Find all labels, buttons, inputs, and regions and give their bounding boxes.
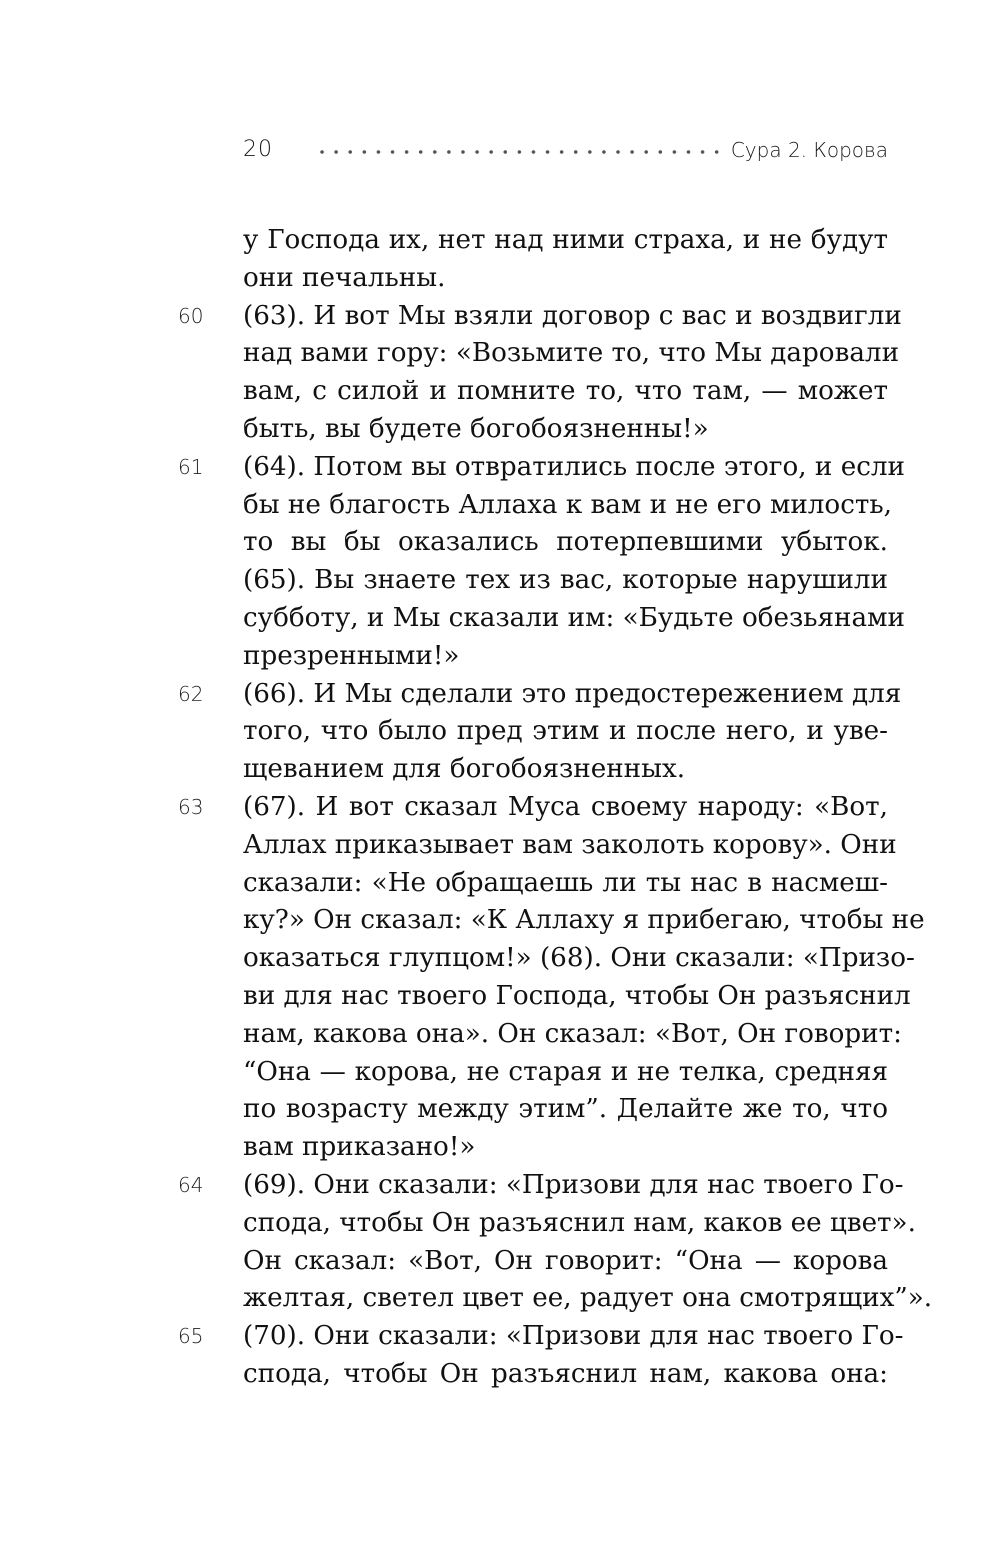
text-line bbox=[0, 1054, 1000, 1092]
line-text: быть, вы будете богобоязненны!» bbox=[243, 413, 709, 444]
line-text: “Она — корова, не старая и не телка, средняя bbox=[243, 1056, 888, 1087]
text-line bbox=[0, 1243, 1000, 1281]
line-text: Он сказал: «Вот, Он говорит: “Она — корова bbox=[243, 1245, 888, 1276]
line-text: по возрасту между этим”. Делайте же то, что bbox=[243, 1094, 888, 1125]
text-line bbox=[0, 487, 1000, 525]
line-text: ку?» Он сказал: «К Аллаху я прибегаю, чтобы не bbox=[243, 905, 925, 936]
text-line bbox=[0, 902, 1000, 940]
line-text: того, что было пред этим и после него, и уве- bbox=[243, 716, 888, 747]
text-line bbox=[0, 373, 1000, 411]
text-line bbox=[0, 865, 1000, 903]
text-line bbox=[0, 411, 1000, 449]
line-text: нам, какова она». Он сказал: «Вот, Он говорит: bbox=[243, 1018, 902, 1049]
page-number: 20 bbox=[243, 137, 273, 162]
text-line bbox=[0, 600, 1000, 638]
line-text: у Господа их, нет над ними страха, и не будут bbox=[243, 225, 888, 255]
text-line bbox=[0, 335, 1000, 373]
text-line bbox=[0, 562, 1000, 600]
running-title: Сура 2. Корова bbox=[730, 138, 888, 162]
verse-number: 64 bbox=[178, 1172, 204, 1197]
text-line bbox=[0, 1016, 1000, 1054]
line-text: (70). Они сказали: «Призови для нас твоего Го- bbox=[243, 1321, 904, 1352]
verse-number: 65 bbox=[178, 1324, 204, 1349]
verse-number: 61 bbox=[178, 454, 204, 479]
text-line bbox=[0, 298, 1000, 336]
line-text: спода, чтобы Он разъяснил нам, какова она: bbox=[243, 1358, 888, 1389]
line-text: презренными!» bbox=[243, 640, 460, 671]
verse-number: 60 bbox=[178, 303, 204, 328]
text-line bbox=[0, 676, 1000, 714]
text-line bbox=[0, 1167, 1000, 1205]
dotted-leader bbox=[315, 149, 721, 155]
line-text: (63). И вот Мы взяли договор с вас и воздвигли bbox=[243, 300, 902, 331]
line-text: (64). Потом вы отвратились после этого, и если bbox=[243, 451, 905, 482]
text-line bbox=[0, 713, 1000, 751]
text-line bbox=[0, 789, 1000, 827]
line-text: (65). Вы знаете тех из вас, которые нарушили bbox=[243, 565, 888, 596]
line-text: бы не благость Аллаха к вам и не его милость, bbox=[243, 489, 892, 520]
text-line bbox=[0, 940, 1000, 978]
verse-number: 63 bbox=[178, 794, 204, 819]
text-line bbox=[0, 827, 1000, 865]
line-text: вам, с силой и помните то, что там, — может bbox=[243, 376, 888, 407]
text-line bbox=[0, 638, 1000, 676]
text-line bbox=[0, 978, 1000, 1016]
line-text: вам приказано!» bbox=[243, 1132, 476, 1163]
line-text: над вами гору: «Возьмите то, что Мы даровали bbox=[243, 338, 900, 369]
text-line bbox=[0, 1356, 1000, 1394]
text-line bbox=[0, 449, 1000, 487]
line-text: (67). И вот сказал Муса своему народу: «Вот, bbox=[243, 791, 888, 822]
text-line bbox=[0, 1205, 1000, 1243]
text-line bbox=[0, 1318, 1000, 1356]
page-body bbox=[0, 222, 1000, 1394]
line-text: (69). Они сказали: «Призови для нас твоего Го- bbox=[243, 1169, 904, 1200]
line-text: субботу, и Мы сказали им: «Будьте обезьянами bbox=[243, 602, 905, 633]
verse-number: 62 bbox=[178, 681, 204, 706]
line-text: Аллах приказывает вам заколоть корову». Они bbox=[243, 829, 897, 860]
text-line bbox=[0, 222, 1000, 260]
text-line bbox=[0, 751, 1000, 789]
line-text: они печальны. bbox=[243, 262, 446, 293]
line-text: (66). И Мы сделали это предостережением для bbox=[243, 678, 902, 709]
line-text: сказали: «Не обращаешь ли ты нас в насмеш- bbox=[243, 867, 888, 898]
page-header bbox=[243, 130, 888, 170]
text-line bbox=[0, 1280, 1000, 1318]
text-line bbox=[0, 1129, 1000, 1167]
text-line bbox=[0, 260, 1000, 298]
line-text: оказаться глупцом!» (68). Они сказали: «Призо- bbox=[243, 943, 915, 974]
line-text: то вы бы оказались потерпевшими убыток. bbox=[243, 527, 888, 558]
line-text: спода, чтобы Он разъяснил нам, каков ее цвет». bbox=[243, 1207, 916, 1238]
line-text: ви для нас твоего Господа, чтобы Он разъяснил bbox=[243, 980, 911, 1011]
line-text: щеванием для богобоязненных. bbox=[243, 754, 686, 785]
text-line bbox=[0, 524, 1000, 562]
line-text: желтая, светел цвет ее, радует она смотрящих”». bbox=[243, 1283, 933, 1314]
text-line bbox=[0, 1091, 1000, 1129]
